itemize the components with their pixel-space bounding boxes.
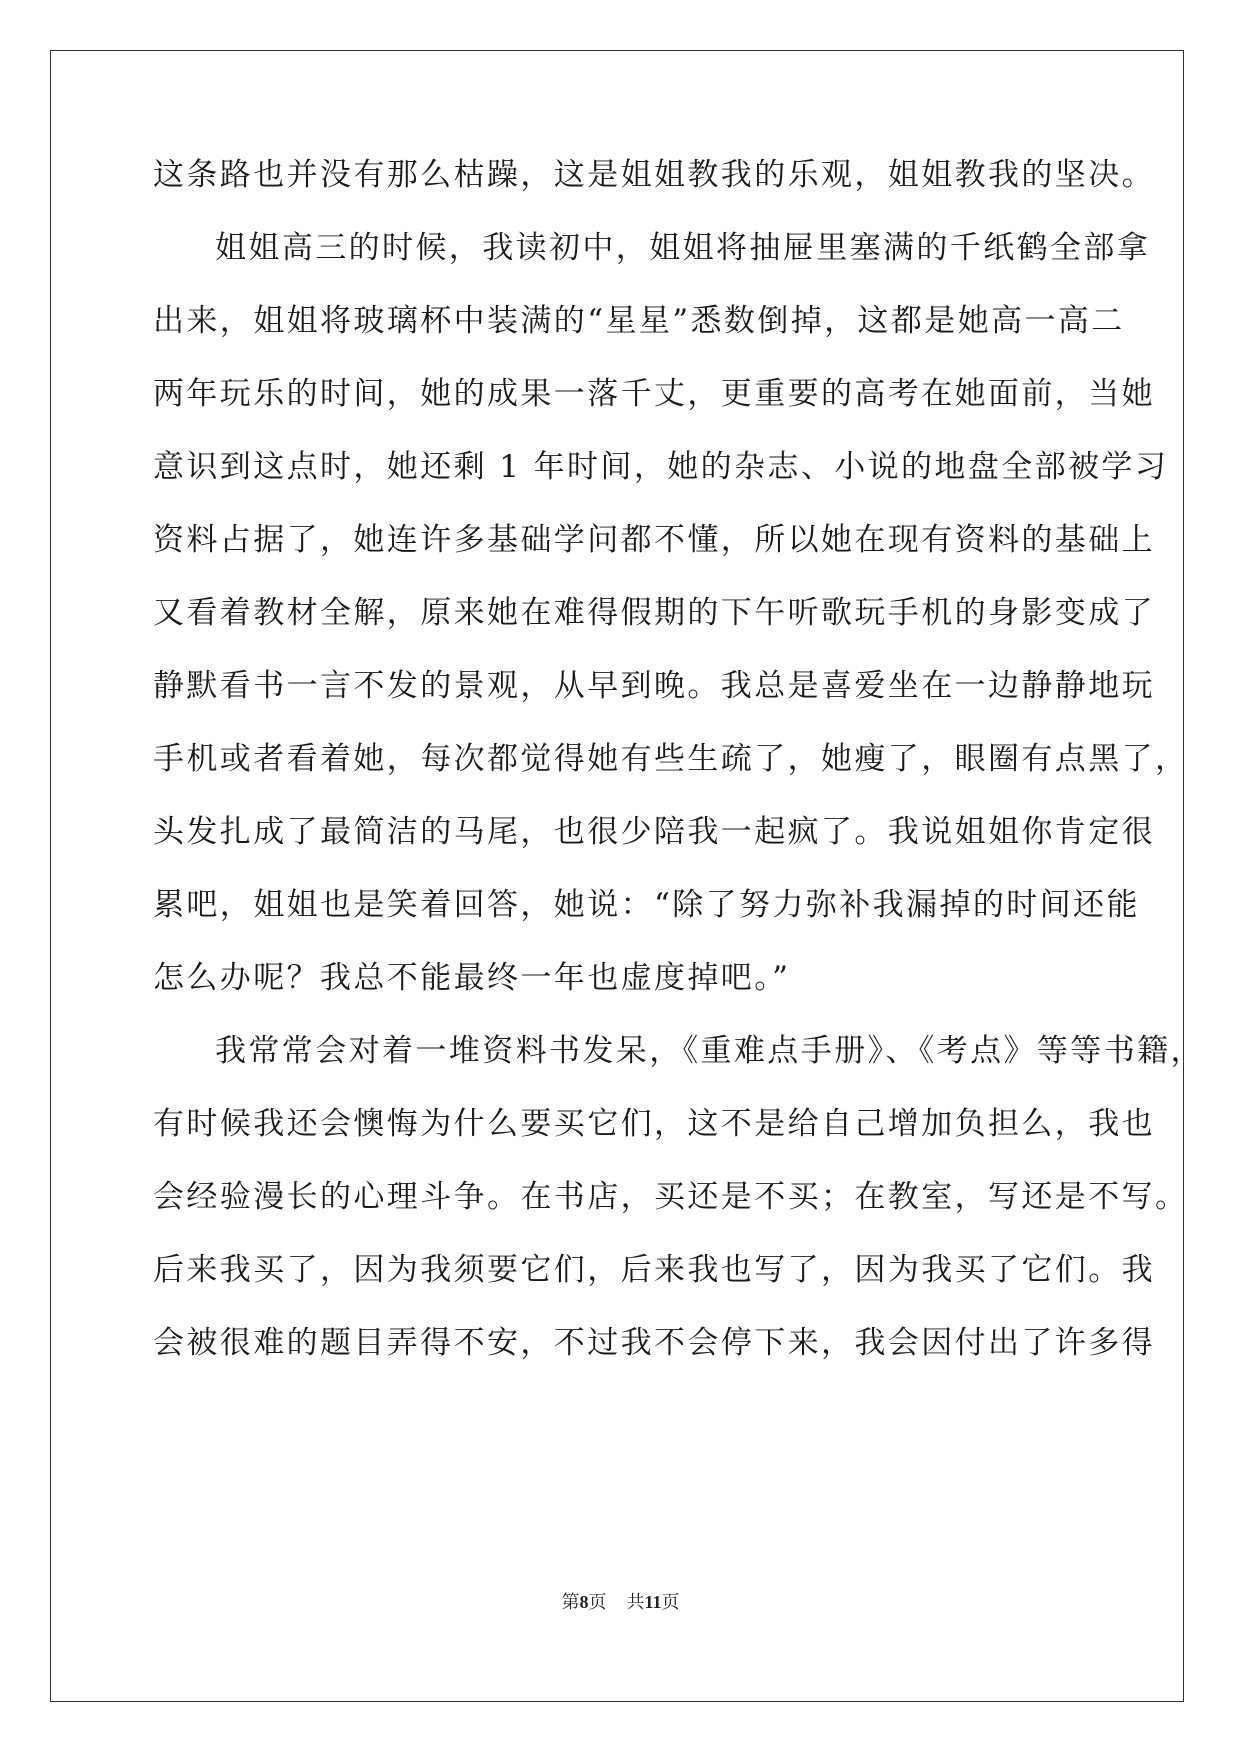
text-line: 静默看书一言不发的景观，从早到晚。我总是喜爱坐在一边静静地玩 <box>153 668 1155 704</box>
text-line: 意识到这点时，她还剩 1 年时间，她的杂志、小说的地盘全部被学习 <box>153 449 1169 485</box>
text-line: 两年玩乐的时间，她的成果一落千丈，更重要的高考在她面前，当她 <box>153 376 1155 412</box>
text-line: 头发扎成了最简洁的马尾，也很少陪我一起疯了。我说姐姐你肯定很 <box>153 814 1155 850</box>
text-line: 累吧，姐姐也是笑着回答，她说：“除了努力弥补我漏掉的时间还能 <box>153 887 1140 923</box>
footer-total-prefix: 共 <box>626 1592 645 1613</box>
footer-page-suffix: 页 <box>588 1592 607 1613</box>
paragraph-start-line: 姐姐高三的时候，我读初中，姐姐将抽屉里塞满的千纸鹤全部拿 <box>215 230 1151 266</box>
text-line: 后来我买了，因为我须要它们，后来我也写了，因为我买了它们。我 <box>153 1252 1155 1288</box>
page-border <box>50 50 1184 1702</box>
total-pages: 11 <box>644 1592 662 1612</box>
text-line: 资料占据了，她连许多基础学问都不懂，所以她在现有资料的基础上 <box>153 522 1155 558</box>
text-line: 这条路也并没有那么枯躁，这是姐姐教我的乐观，姐姐教我的坚决。 <box>153 157 1155 193</box>
text-line: 出来，姐姐将玻璃杯中装满的“星星”悉数倒掉，这都是她高一高二 <box>153 303 1125 339</box>
footer-prefix: 第 <box>561 1592 580 1613</box>
text-line: 又看着教材全解，原来她在难得假期的下午听歌玩手机的身影变成了 <box>153 595 1155 631</box>
text-line: 手机或者看着她，每次都觉得她有些生疏了，她瘦了，眼圈有点黑了， <box>153 741 1189 777</box>
paragraph-start-line: 我常常会对着一堆资料书发呆，《重难点手册》、《考点》等等书籍， <box>215 1033 1204 1069</box>
text-line: 会被很难的题目弄得不安，不过我不会停下来，我会因付出了许多得 <box>153 1325 1155 1361</box>
text-line: 有时候我还会懊悔为什么要买它们，这不是给自己增加负担么，我也 <box>153 1106 1155 1142</box>
page-footer <box>0 1590 1241 1615</box>
text-line: 怎么办呢？我总不能最终一年也虚度掉吧。” <box>153 960 791 996</box>
footer-total-suffix: 页 <box>661 1592 680 1613</box>
page-number: 8 <box>579 1592 589 1612</box>
text-line: 会经验漫长的心理斗争。在书店，买还是不买；在教室，写还是不写。 <box>153 1179 1189 1215</box>
